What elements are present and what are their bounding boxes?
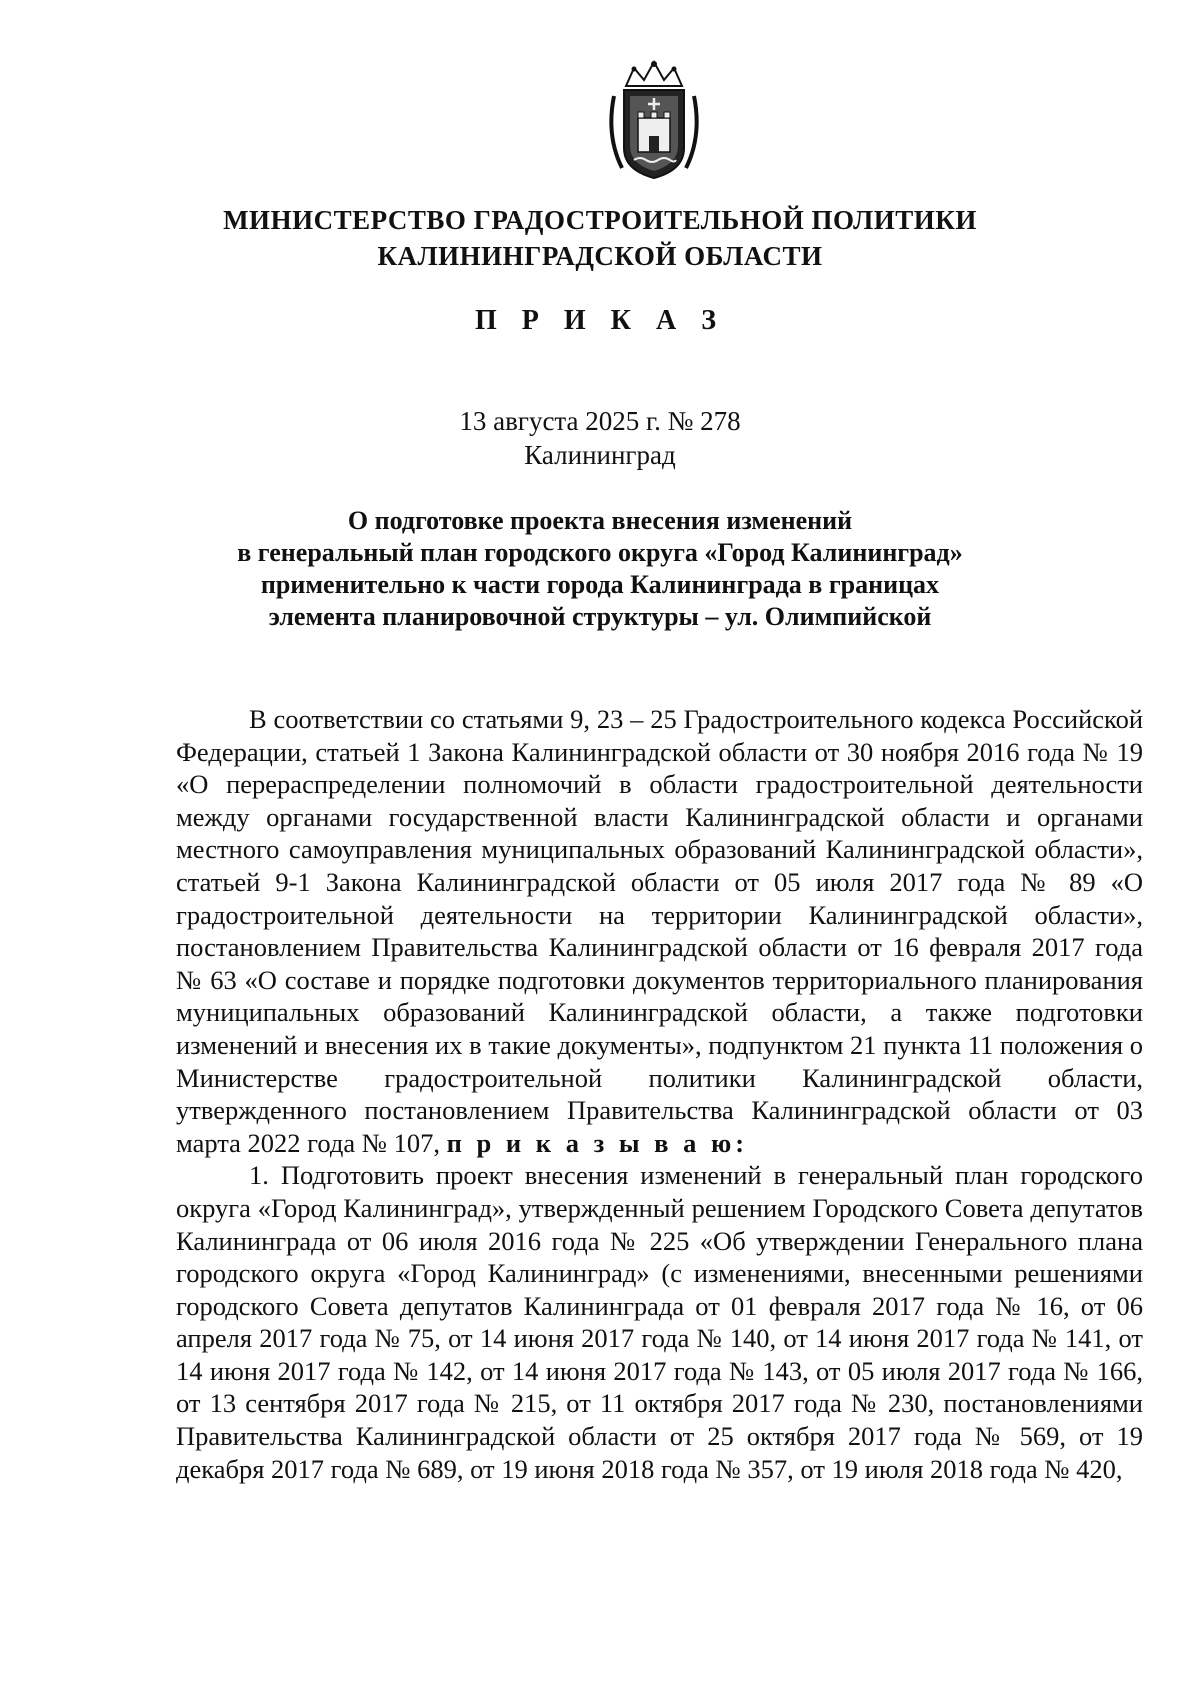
order-date-number: 13 августа 2025 г. № 278 (459, 406, 741, 436)
subject-line3: применительно к части города Калининграда в границах (260, 570, 940, 599)
subject-line4: элемента планировочной структуры – ул. Олимпийской (268, 602, 932, 631)
clause-1-paragraph: 1. Подготовить проект внесения изменений в генеральный план городского округа «Город Калининград», утвержденный решением Городского Совета депутатов Калининграда от 06 июля 2016 года № 225 «Об утверждении Генерального плана городского округа «Город Калининград» (с изменениями, внесенными решениями городского Совета депутатов Калининграда от 01 февраля 2017 года № 16, от 06 апреля 2017 года № 75, от 14 июня 2017 года № 140, от 14 июня 2017 года № 141, от 14 июня 2017 года № 142, от 14 июня 2017 года № 143, от 05 июля 2017 года № 166, от 13 сентября 2017 года № 215, от 11 октября 2017 года № 230, постановлениями Правительства Калининградской области от 25 октября 2017 года № 569, от 19 декабря 2017 года № 689, от 19 июня 2018 года № 357, от 19 июля 2018 года № 420, (176, 1160, 1143, 1484)
preamble-paragraph (176, 703, 1143, 1159)
order-body (176, 703, 1143, 1485)
order-city: Калининград (524, 440, 676, 470)
subject-line1: О подготовке проекта внесения изменений (347, 506, 853, 535)
order-title: П Р И К А З (475, 305, 725, 336)
subject-line2: в генеральный план городского округа «Город Калининград» (237, 538, 963, 567)
ministry-name-line1: МИНИСТЕРСТВО ГРАДОСТРОИТЕЛЬНОЙ ПОЛИТИКИ (223, 205, 977, 235)
ministry-name-line2: КАЛИНИНГРАДСКОЙ ОБЛАСТИ (377, 241, 823, 271)
coat-of-arms-icon (604, 56, 704, 186)
preamble-text: В соответствии со статьями 9, 23 – 25 Градостроительного кодекса Российской Федерации, статьей 1 Закона Калининградской области от 30 ноября 2016 года № 19 «О перераспределении полномочий в области градостроительной деятельности между органами государственной власти Калининградской области и органами местного самоуправления муниципальных образований Калининградской области», статьей 9-1 Закона Калининградской области от 05 июля 2017 года № 89 «О градостроительной деятельности на территории Калининградской области», постановлением Правительства Калининградской области от 16 февраля 2017 года № 63 «О составе и порядке подготовки документов территориального планирования муниципальных образований Калининградской области, а также подготовки изменений и внесения их в такие документы», подпунктом 21 пункта 11 положения о Министерстве градостроительной политики Калининградской области, утвержденного постановлением Правительства Калининградской области от 03 марта 2022 года № 107, (176, 704, 1143, 1158)
order-keyword: п р и к а з ы в а ю: (446, 1127, 749, 1158)
